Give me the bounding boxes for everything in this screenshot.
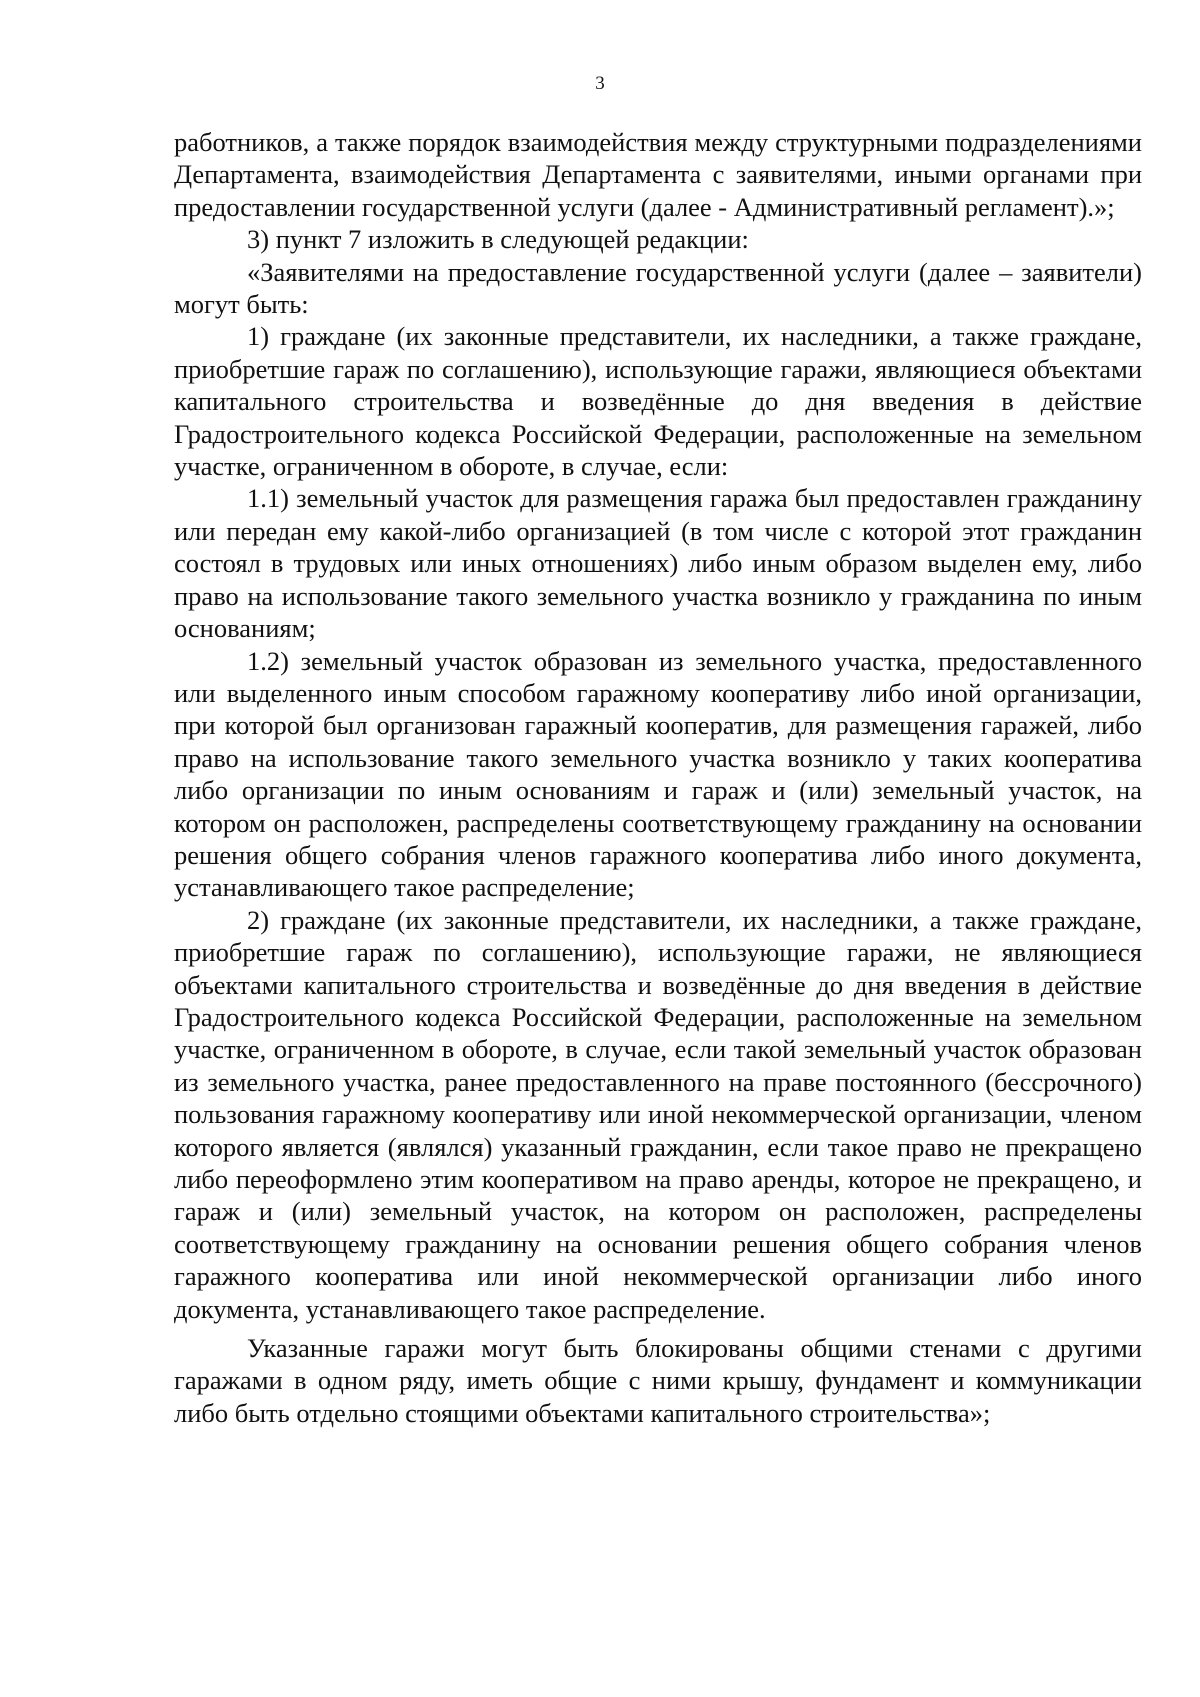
paragraph-regulation-continuation: работников, а также порядок взаимодействия между структурными подразделениями Департамента, взаимодействия Департамента с заявителями, иными органами при предоставлении государственной услуги (далее - Административный регламент).»; bbox=[174, 127, 1142, 222]
paragraph-subitem-1-2: 1.2) земельный участок образован из земельного участка, предоставленного или выделенного иным способом гаражному кооперативу либо иной организации, при которой был организован гаражный кооператив, для размещения гаражей, либо право на использование такого земельного участка возникло у таких кооператива либо организации по иным основаниям и гараж и (или) земельный участок, на котором он расположен, распределены соответствующему гражданину на основании решения общего собрания членов гаражного кооператива либо иного документа, устанавливающего такое распределение; bbox=[174, 645, 1142, 903]
paragraph-garages-note: Указанные гаражи могут быть блокированы общими стенами с другими гаражами в одном ряду, иметь общие с ними крышу, фундамент и коммуникации либо быть отдельно стоящими объектами капитального строительства»; bbox=[174, 1333, 1142, 1428]
paragraph-item-3: 3) пункт 7 изложить в следующей редакции: bbox=[247, 224, 749, 255]
page-number: 3 bbox=[595, 73, 605, 94]
document-body bbox=[174, 126, 1142, 1429]
paragraph-subitem-1: 1) граждане (их законные представители, их наследники, а также граждане, приобретшие гараж по соглашению), использующие гаражи, являющиеся объектами капитального строительства и возведённые до дня введения в действие Градостроительного кодекса Российской Федерации, расположенные на земельном участке, ограниченном в обороте, в случае, если: bbox=[174, 321, 1142, 482]
paragraph-applicants-intro: «Заявителями на предоставление государственной услуги (далее – заявители) могут быть: bbox=[174, 256, 1142, 320]
paragraph-subitem-1-1: 1.1) земельный участок для размещения гаража был предоставлен гражданину или передан ему какой-либо организацией (в том числе с которой этот гражданин состоял в трудовых или иных отношениях) либо иным образом выделен ему, либо право на использование такого земельного участка возникло у гражданина по иным основаниям; bbox=[174, 483, 1142, 644]
paragraph-subitem-2: 2) граждане (их законные представители, их наследники, а также граждане, приобретшие гараж по соглашению), использующие гаражи, не являющиеся объектами капитального строительства и возведённые до дня введения в действие Градостроительного кодекса Российской Федерации, расположенные на земельном участке, ограниченном в обороте, в случае, если такой земельный участок образован из земельного участка, ранее предоставленного на праве постоянного (бессрочного) пользования гаражному кооперативу или иной некоммерческой организации, членом которого является (являлся) указанный гражданин, если такое право не прекращено либо переоформлено этим кооперативом на право аренды, которое не прекращено, и гараж и (или) земельный участок, на котором он расположен, распределены соответствующему гражданину на основании решения общего собрания членов гаражного кооператива или иной некоммерческой организации либо иного документа, устанавливающего такое распределение. bbox=[174, 904, 1142, 1324]
